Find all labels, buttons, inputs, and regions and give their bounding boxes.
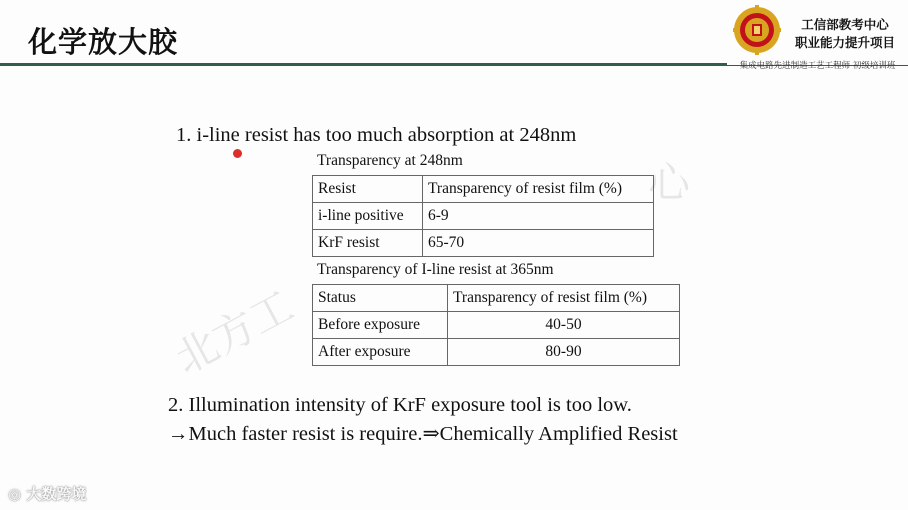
table-cell: i-line positive bbox=[313, 203, 423, 230]
table-header-row bbox=[313, 176, 654, 203]
organization-line-1: 工信部教考中心 bbox=[801, 17, 889, 32]
course-name: 集成电路先进制造工艺工程师 初级培训班 bbox=[739, 61, 896, 71]
table-row bbox=[313, 312, 680, 339]
table-row bbox=[313, 203, 654, 230]
table-header-cell: Status bbox=[313, 285, 448, 312]
transparency-248nm-table bbox=[312, 175, 654, 257]
slide-title: 化学放大胶 bbox=[28, 25, 179, 59]
title-rule bbox=[0, 63, 727, 66]
point-3: →Much faster resist is require.⇒Chemically Amplified Resist bbox=[168, 423, 678, 445]
brand-icon: ◎ bbox=[8, 485, 27, 503]
brand-watermark bbox=[8, 483, 86, 504]
table-cell: After exposure bbox=[313, 339, 448, 366]
table-cell: 6-9 bbox=[423, 203, 654, 230]
table-header-row bbox=[313, 285, 680, 312]
watermark: 北方工 bbox=[167, 280, 302, 384]
table-cell: Before exposure bbox=[313, 312, 448, 339]
table-header-cell: Transparency of resist film (%) bbox=[423, 176, 654, 203]
table-header-cell: Transparency of resist film (%) bbox=[448, 285, 680, 312]
watermark: 心 bbox=[648, 158, 691, 207]
table-header-cell: Resist bbox=[313, 176, 423, 203]
table-cell: KrF resist bbox=[313, 230, 423, 257]
organization-line-2: 职业能力提升项目 bbox=[794, 35, 895, 50]
table1-caption: Transparency at 248nm bbox=[317, 152, 463, 169]
transparency-365nm-table bbox=[312, 284, 680, 366]
point-1: 1. i-line resist has too much absorption at 248nm bbox=[176, 124, 577, 146]
table-cell: 80-90 bbox=[448, 339, 680, 366]
brand-label: 大数跨境 bbox=[26, 485, 87, 503]
organization-logo bbox=[732, 4, 782, 58]
laser-pointer bbox=[233, 149, 242, 158]
table-row bbox=[313, 339, 680, 366]
table-row bbox=[313, 230, 654, 257]
table-cell: 65-70 bbox=[423, 230, 654, 257]
table2-caption: Transparency of I-line resist at 365nm bbox=[317, 261, 554, 278]
organization-name bbox=[786, 16, 904, 52]
table-cell: 40-50 bbox=[448, 312, 680, 339]
point-2: 2. Illumination intensity of KrF exposure tool is too low. bbox=[168, 394, 632, 416]
